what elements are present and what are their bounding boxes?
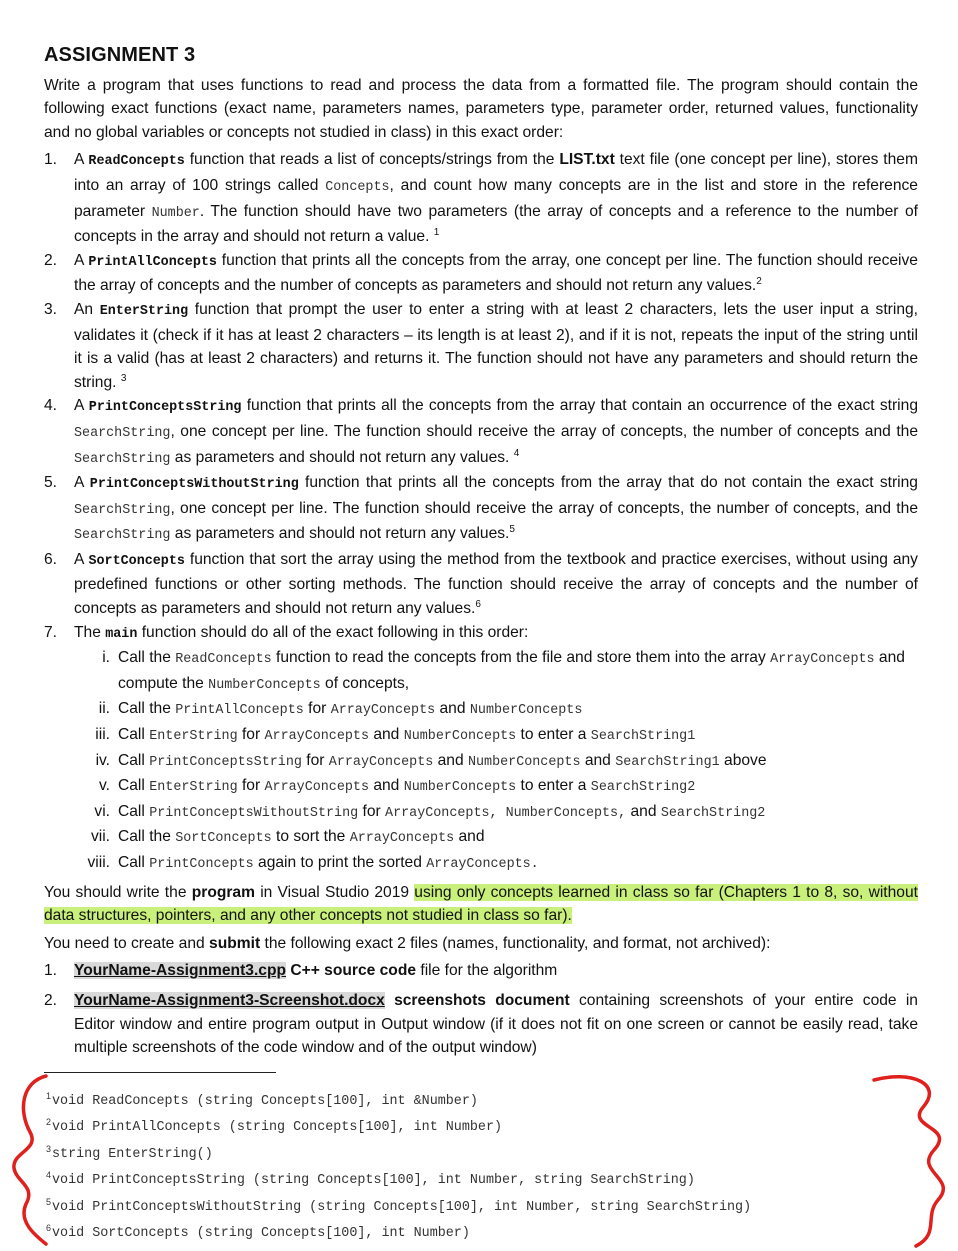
main-steps [74, 646, 918, 876]
step-item: v. Call EnterString for ArrayConcepts and NumberConcepts to enter a SearchString2 [99, 777, 696, 796]
list-item: 7. The main function should do all of the exact following in this order: i. Call the ReadConcepts function to read the concepts from the file and store them into the array ArrayConcepts and compute the NumberConcepts of concepts, ii. Call the PrintAllConcepts for ArrayConcepts and NumberConcepts iii. Call EnterString for ArrayConcepts and NumberConcepts to enter a SearchString1 iv. Call PrintConceptsString for ArrayConcepts and NumberConcepts and SearchString1 above v. Call EnterString for ArrayConcepts and NumberConcepts to enter a SearchString2 vi. Call PrintConceptsWithoutString for ArrayConcepts, NumberConcepts, and SearchString2 vii. Call the SortConcepts to sort the ArrayConcepts and viii. Call PrintConcepts again to print the sorted ArrayConcepts. [44, 621, 918, 877]
filename: YourName-Assignment3-Screenshot.docx [74, 991, 385, 1009]
footnote: $^6$void SortConcepts (string Concepts[100], int Number) [46, 1223, 470, 1242]
list-item: 1. YourName-Assignment3.cpp C++ source code file for the algorithm [44, 962, 558, 980]
write-paragraph: You should write the program in Visual Studio 2019 using only concepts learned in class so far (Chapters 1 to 8, so, without data structures, pointers, and any other concepts not studied in class so far). [44, 883, 918, 925]
step-item: iii. Call EnterString for ArrayConcepts and NumberConcepts to enter a SearchString1 [95, 726, 696, 745]
function-list [44, 148, 918, 876]
left-brace-mark [14, 1076, 46, 1244]
step-item: i. Call the ReadConcepts function to read the concepts from the file and store them into the array ArrayConcepts and compute the NumberConcepts of concepts, [102, 649, 905, 693]
footnote: $^5$void PrintConceptsWithoutString (string Concepts[100], int Number, string SearchString) [46, 1196, 752, 1215]
list-item: 1. A ReadConcepts function that reads a list of concepts/strings from the LIST.txt text file (one concept per line), stores them into an array of 100 strings called Concepts, and count how many concepts are in the list and store in the reference parameter Number. The function should have two parameters (the array of concepts and a reference to the number of concepts in the array and should not return a value. $^1$ [44, 151, 919, 246]
list-item: 3. An EnterString function that prompt the user to enter a string with at least 2 characters, lets the user input a string, validates it (check if it has at least 2 characters – its length is at least 2), and if it is not, repeats the input of the string until it is a valid (has at least 2 characters) and returns it. The function should not have any parameters and should return the string. $^3$ [44, 300, 918, 391]
footnote-ref: 3 [120, 372, 127, 384]
list-item: 2. YourName-Assignment3-Screenshot.docx screenshots document containing screenshots of your entire code in Editor window and entire program output in Output window (if it does not fit on one screen or cannot be easily read, take multiple screenshots of the code window and of the output window) [44, 991, 918, 1057]
list-item: 5. A PrintConceptsWithoutString function that prints all the concepts from the array that do not contain the exact string SearchString, one concept per line. The function should receive the array of concepts, the number of concepts, and the SearchString as parameters and should not return any values.$^5$ [44, 474, 918, 544]
footnotes [46, 1086, 751, 1244]
function-name: EnterString [99, 303, 189, 319]
page-title: ASSIGNMENT 3 [44, 44, 196, 66]
footnote-ref: 2 [756, 276, 762, 288]
footnote-ref: 4 [513, 447, 520, 459]
intro-paragraph: Write a program that uses functions to read and process the data from a formatted file. The program should contain the following exact functions (exact name, parameters names, parameters type, parameter order, returned values, functionality and no global variables or concepts not studied in class) in this exact order: [44, 76, 918, 141]
footnote-ref: 6 [475, 598, 481, 610]
filename: YourName-Assignment3.cpp [74, 962, 286, 980]
step-item: vii. Call the SortConcepts to sort the ArrayConcepts and [90, 828, 485, 847]
function-name: main [105, 626, 138, 642]
highlighted-text: using only concepts learned in class so far (Chapters 1 to 8, so, without data structures, pointers, and any other concepts not studied in class so far). [44, 883, 918, 925]
list-item: 6. A SortConcepts function that sort the array using the method from the textbook and practice exercises, without using any predefined functions or other sorting methods. The function should receive the array of concepts and the number of concepts as parameters and should not return any values.$^6$ [44, 550, 918, 618]
function-name: PrintConceptsWithoutString [89, 477, 299, 493]
step-item: ii. Call the PrintAllConcepts for ArrayConcepts and NumberConcepts [98, 700, 583, 719]
function-name: PrintAllConcepts [88, 254, 217, 270]
assignment-document [44, 44, 918, 1060]
files-list [44, 959, 918, 1059]
footnote: $^1$void ReadConcepts (string Concepts[100], int &Number) [46, 1091, 478, 1109]
right-squiggle-mark [874, 1077, 943, 1246]
step-item: iv. Call PrintConceptsString for ArrayConcepts and NumberConcepts and SearchString1 above [95, 751, 767, 770]
footnote-divider [44, 1072, 276, 1073]
function-name: ReadConcepts [88, 154, 185, 170]
function-name: PrintConceptsString [88, 400, 242, 416]
list-item: 2. A PrintAllConcepts function that prints all the concepts from the array, one concept per line. The function should receive the array of concepts and the number of concepts as parameters and should not return any values.$^2$ [44, 251, 918, 295]
footnote: $^2$void PrintAllConcepts (string Concepts[100], int Number) [46, 1117, 503, 1136]
list-item: 4. A PrintConceptsString function that prints all the concepts from the array that contain an occurrence of the exact string SearchString, one concept per line. The function should receive the array of concepts, the number of concepts and the SearchString as parameters and should not return any values. $^4$ [44, 397, 918, 467]
footnote-ref: 1 [433, 226, 440, 238]
submit-paragraph: You need to create and submit the following exact 2 files (names, functionality, and format, not archived): [44, 934, 771, 952]
function-name: SortConcepts [88, 553, 185, 569]
footnote: $^3$string EnterString() [46, 1143, 213, 1162]
step-item: vi. Call PrintConceptsWithoutString for ArrayConcepts, NumberConcepts, and SearchString2 [94, 802, 766, 821]
step-item: viii. Call PrintConcepts again to print the sorted ArrayConcepts. [87, 854, 539, 872]
footnote: $^4$void PrintConceptsString (string Concepts[100], int Number, string SearchString) [46, 1170, 695, 1189]
footnote-ref: 5 [509, 524, 515, 536]
